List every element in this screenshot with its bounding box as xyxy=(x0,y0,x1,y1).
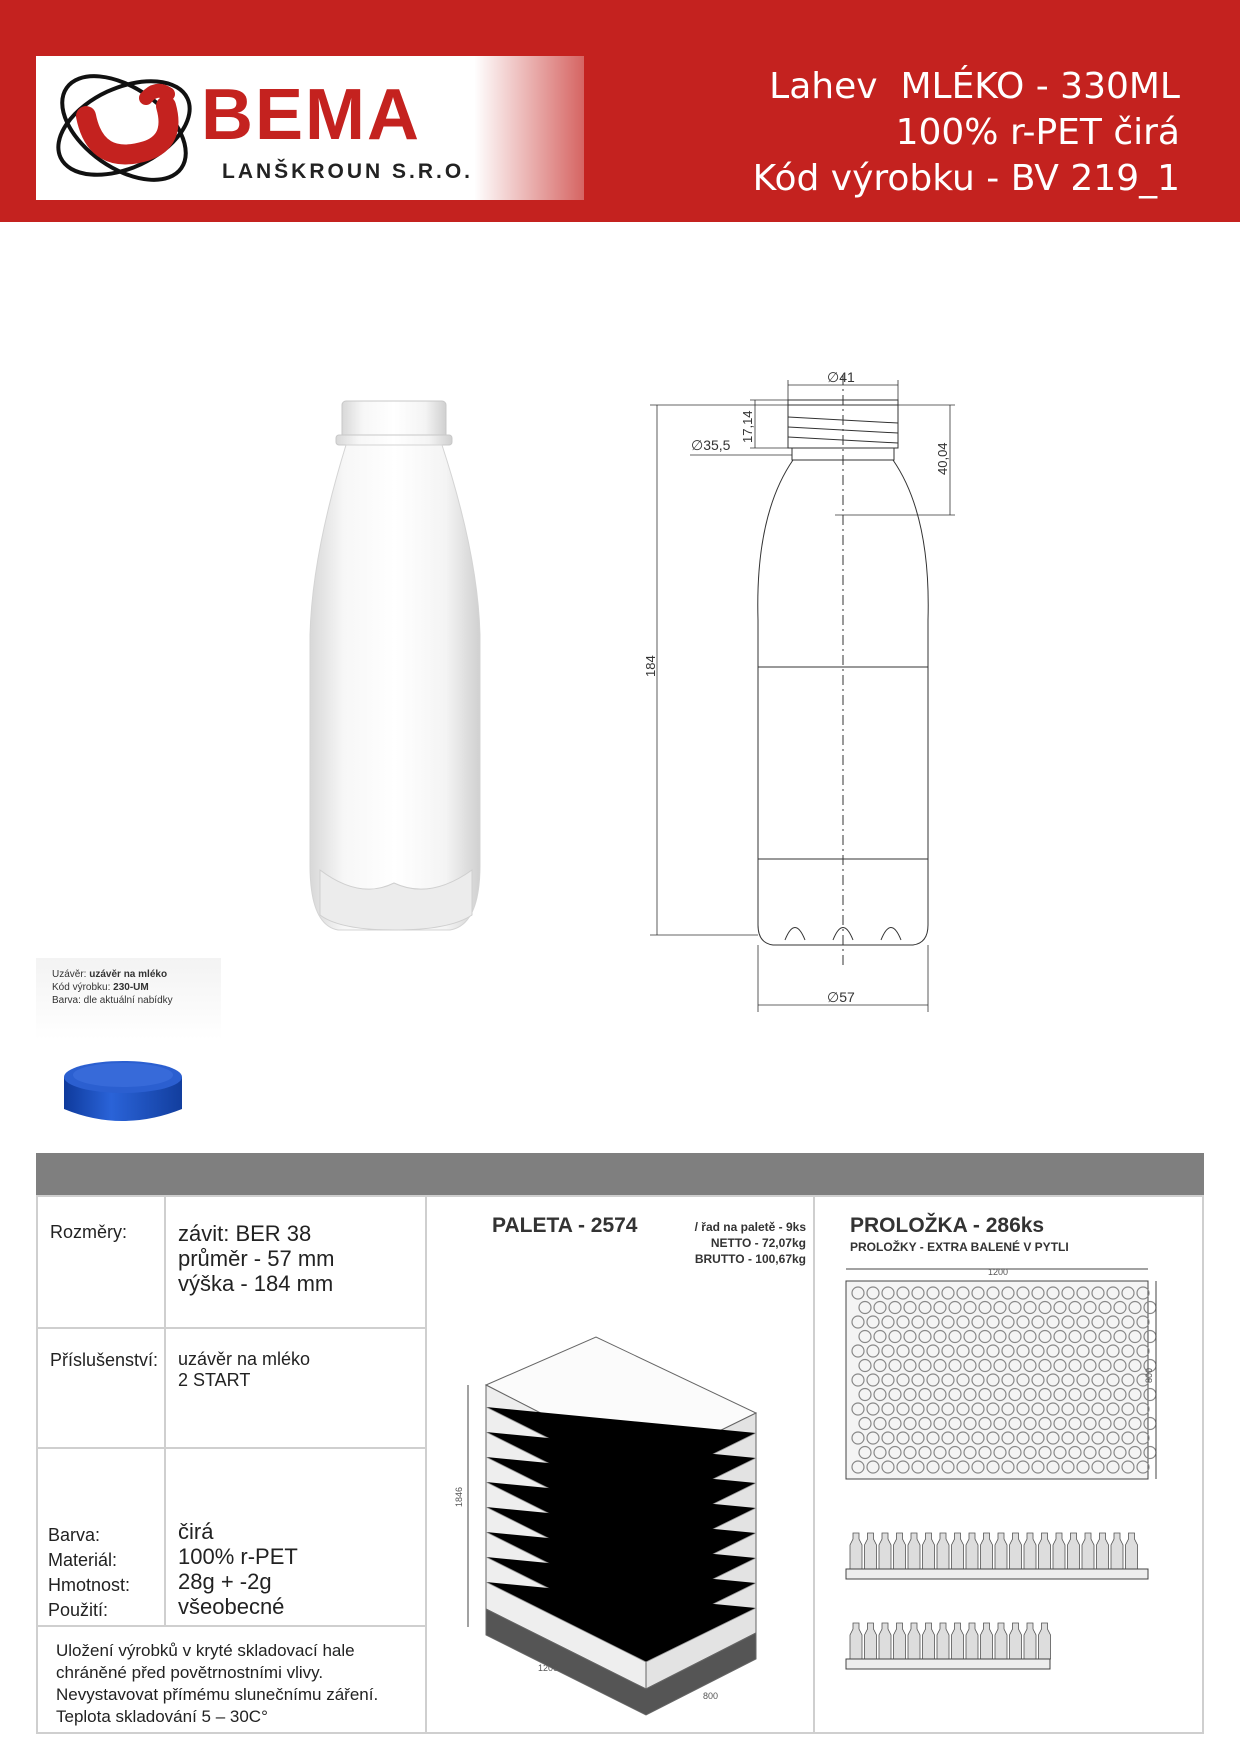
accessory-start: 2 START xyxy=(178,1370,251,1390)
material-value: 100% r-PET xyxy=(178,1544,298,1569)
logo xyxy=(36,56,584,200)
pallet-title: PALETA - 2574 xyxy=(492,1214,638,1237)
cap-line-1 xyxy=(52,968,205,981)
storage-line: Teplota skladování 5 – 30C° xyxy=(56,1707,268,1726)
dimension-height: výška - 184 mm xyxy=(178,1271,334,1296)
cap-line-2 xyxy=(52,981,205,994)
pallet-height-dim: 1846 xyxy=(454,1486,464,1507)
logo-subtitle: LANŠKROUN S.R.O. xyxy=(222,160,474,183)
title-line-1: Lahev MLÉKO - 330ML xyxy=(769,66,1180,107)
usage-label: Použití: xyxy=(48,1600,109,1620)
dimensions-label: Rozměry: xyxy=(50,1222,128,1242)
pallet-brutto: BRUTTO - 100,67kg xyxy=(694,1252,806,1266)
accessories-values xyxy=(178,1349,310,1391)
dim-total-height: 184 xyxy=(643,655,658,677)
storage-instructions xyxy=(56,1640,436,1728)
product-title xyxy=(753,64,1180,202)
logo-wordmark: BEMA xyxy=(201,75,421,155)
dimensions-values xyxy=(178,1221,334,1296)
dim-thread-height: 17,14 xyxy=(740,410,755,443)
layer-side-view-long xyxy=(850,1533,1138,1569)
material-label: Materiál: xyxy=(48,1550,118,1570)
color-label: Barva: xyxy=(48,1525,101,1545)
accessories-label: Příslušenství: xyxy=(50,1350,159,1370)
pallet-width-dim: 800 xyxy=(703,1691,719,1701)
logo-emblem-icon xyxy=(36,56,206,200)
cap-code-value: 230-UM xyxy=(113,982,149,993)
color-value: čirá xyxy=(178,1519,214,1544)
layer-width-dim: 800 xyxy=(1144,1367,1154,1383)
dimension-diameter: průměr - 57 mm xyxy=(178,1246,335,1271)
header-banner xyxy=(0,0,1240,222)
accessory-cap: uzávěr na mléko xyxy=(178,1349,311,1369)
dim-top-diameter: ∅41 xyxy=(827,369,855,385)
props-labels xyxy=(48,1523,130,1623)
layer-subtitle: PROLOŽKY - EXTRA BALENÉ V PYTLI xyxy=(850,1240,1069,1254)
cap-info-card xyxy=(36,958,221,1040)
cap-label: Uzávěr: xyxy=(52,969,87,980)
cap-code-label: Kód výrobku: xyxy=(52,982,111,993)
layer-drawing xyxy=(838,1267,1203,1727)
pallet-netto: NETTO - 72,07kg xyxy=(710,1236,806,1250)
blue-cap-photo xyxy=(58,1053,188,1133)
weight-label: Hmotnost: xyxy=(48,1575,131,1595)
usage-value: všeobecné xyxy=(178,1594,285,1619)
title-line-2: 100% r-PET čirá xyxy=(895,112,1180,153)
dim-base-diameter: ∅57 xyxy=(827,989,855,1005)
layer-length-dim: 1200 xyxy=(988,1267,1009,1277)
dim-shoulder-height: 40,04 xyxy=(935,442,950,475)
props-values xyxy=(178,1519,298,1619)
pallet-length-dim: 1200 xyxy=(538,1663,559,1673)
cap-line-3: Barva: dle aktuální nabídky xyxy=(52,995,173,1006)
table-header-bar xyxy=(36,1153,1204,1195)
bottle-photo xyxy=(300,395,460,935)
pallet-per-row: / řad na paletě - 9ks xyxy=(694,1220,806,1234)
layer-side-view-short xyxy=(850,1623,1051,1659)
cap-value: uzávěr na mléko xyxy=(89,969,168,980)
storage-line: chráněné před povětrnostními vlivy. xyxy=(56,1663,324,1682)
weight-value: 28g + -2g xyxy=(178,1569,272,1594)
dimension-thread: závit: BER 38 xyxy=(178,1221,312,1246)
title-line-3: Kód výrobku - BV 219_1 xyxy=(752,158,1180,199)
layer-title: PROLOŽKA - 286ks xyxy=(850,1214,1045,1237)
dim-neck-diameter: ∅35,5 xyxy=(691,437,731,453)
bottle-technical-drawing xyxy=(643,355,985,1025)
spec-table xyxy=(36,1195,1204,1734)
pallet-drawing xyxy=(438,1327,798,1717)
storage-line: Nevystavovat přímému slunečnímu záření. xyxy=(56,1685,379,1704)
storage-line: Uložení výrobků v kryté skladovací hale xyxy=(56,1641,355,1660)
